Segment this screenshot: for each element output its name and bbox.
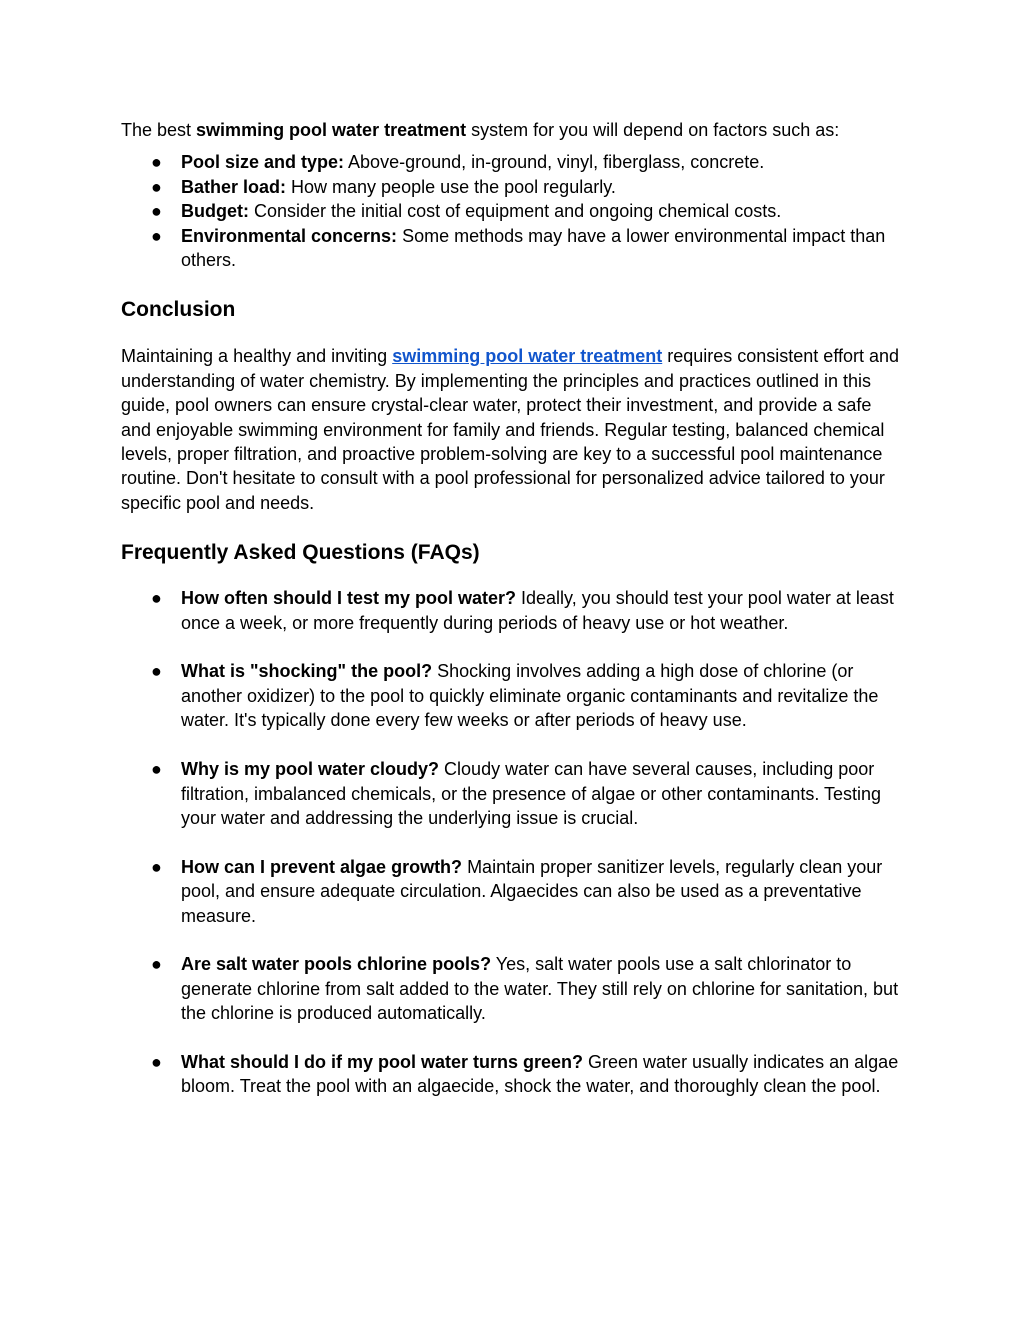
faq-item bbox=[121, 757, 905, 830]
intro-bold-keyword: swimming pool water treatment bbox=[196, 120, 467, 140]
factor-term: Budget: bbox=[181, 201, 249, 222]
bullet-icon: ● bbox=[151, 1051, 162, 1072]
bullet-icon: ● bbox=[151, 856, 162, 877]
factor-text: Consider the initial cost of equipment and ongoing chemical costs. bbox=[248, 201, 782, 222]
faq-question: How often should I test my pool water? bbox=[181, 588, 517, 609]
faq-answer: Ideally, you should test your pool water at least once a week, or more frequently during periods of heavy use or hot weather. bbox=[181, 588, 894, 633]
bullet-icon: ● bbox=[151, 954, 162, 975]
conclusion-paragraph bbox=[121, 344, 905, 515]
factor-term: Bather load: bbox=[181, 176, 287, 197]
bullet-icon: ● bbox=[151, 588, 162, 609]
faq-answer: Green water usually indicates an algae bloom. Treat the pool with an algaecide, shock the water, and thoroughly clean the pool. bbox=[181, 1051, 899, 1097]
faq-answer: Yes, salt water pools use a salt chlorinator to generate chlorine from salt added to the water. They still rely on chlorine for sanitation, but the chlorine is produced automatically. bbox=[181, 954, 899, 1024]
faq-item bbox=[121, 855, 905, 928]
faq-item bbox=[121, 659, 905, 732]
intro-paragraph bbox=[121, 118, 905, 142]
bullet-icon: ● bbox=[151, 759, 162, 780]
bullet-icon: ● bbox=[151, 661, 162, 682]
factor-text: Some methods may have a lower environmental impact than others. bbox=[181, 225, 886, 271]
conclusion-heading: Conclusion bbox=[121, 298, 236, 322]
treatment-link[interactable]: swimming pool water treatment bbox=[392, 346, 663, 367]
intro-before: The best bbox=[121, 120, 197, 140]
faq-question: What is "shocking" the pool? bbox=[181, 661, 433, 682]
faq-item bbox=[121, 586, 905, 635]
conclusion-before: Maintaining a healthy and inviting bbox=[121, 346, 393, 367]
faq-answer: Cloudy water can have several causes, including poor filtration, imbalanced chemicals, or the presence of algae or other contaminants. Testing your water and addressing the underlying issue is crucial. bbox=[181, 759, 882, 828]
faq-answer: Maintain proper sanitizer levels, regularly clean your pool, and ensure adequate circulation. Algaecides can also be used as a preventative measure. bbox=[181, 856, 883, 926]
factor-text: How many people use the pool regularly. bbox=[286, 176, 616, 197]
faq-question: What should I do if my pool water turns green? bbox=[181, 1051, 584, 1072]
faq-list bbox=[121, 586, 905, 1098]
faq-question: How can I prevent algae growth? bbox=[181, 856, 463, 877]
conclusion-after: requires consistent effort and understanding of water chemistry. By implementing the principles and practices outlined in this guide, pool owners can ensure crystal-clear water, protect their investment, and provide a safe and enjoyable swimming environment for family and friends. Regular testing, balanced chemical levels, proper filtration, and proactive problem-solving are key to a successful pool maintenance routine. Don't hesitate to consult with a pool professional for personalized advice tailored to your specific pool and needs. bbox=[121, 346, 900, 513]
faq-question: Are salt water pools chlorine pools? bbox=[181, 954, 492, 975]
bullet-icon: ● bbox=[151, 152, 162, 173]
factors-list bbox=[121, 150, 905, 272]
list-item bbox=[121, 175, 905, 199]
list-item bbox=[121, 224, 905, 273]
factor-text: Above-ground, in-ground, vinyl, fiberglass, concrete. bbox=[344, 152, 765, 173]
faq-item bbox=[121, 1050, 905, 1099]
list-item bbox=[121, 199, 905, 223]
intro-after: system for you will depend on factors such as: bbox=[466, 120, 840, 140]
faq-heading: Frequently Asked Questions (FAQs) bbox=[121, 541, 480, 565]
faq-answer: Shocking involves adding a high dose of chlorine (or another oxidizer) to the pool to quickly eliminate organic contaminants and revitalize the water. It's typically done every few weeks or after periods of heavy use. bbox=[181, 661, 879, 731]
bullet-icon: ● bbox=[151, 225, 162, 246]
bullet-icon: ● bbox=[151, 201, 162, 222]
factor-term: Pool size and type: bbox=[181, 152, 345, 173]
document-page bbox=[121, 118, 905, 1099]
list-item bbox=[121, 150, 905, 174]
faq-item bbox=[121, 952, 905, 1025]
factor-term: Environmental concerns: bbox=[181, 225, 398, 246]
bullet-icon: ● bbox=[151, 176, 162, 197]
faq-question: Why is my pool water cloudy? bbox=[181, 759, 440, 780]
